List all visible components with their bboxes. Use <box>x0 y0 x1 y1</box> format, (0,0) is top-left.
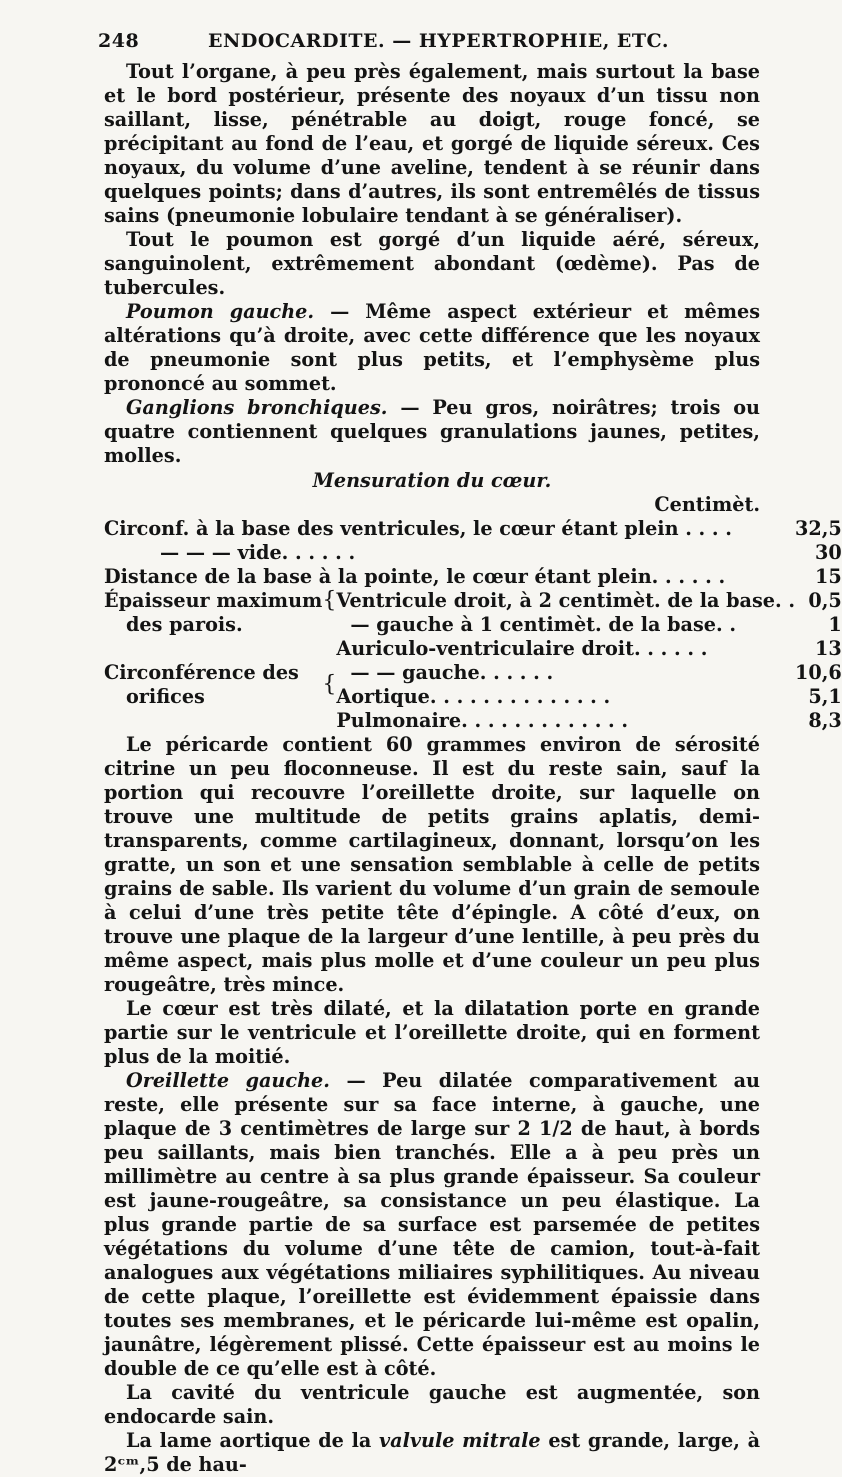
orifices-label-2: orifices <box>126 685 205 708</box>
unit-label: Centimèt. <box>654 493 760 516</box>
paragraph-9 <box>104 1429 760 1477</box>
table-row <box>104 541 842 565</box>
paragraph-5: Le péricarde contient 60 grammes environ de sérosité citrine un peu floconneuse. Il est du reste sain, sauf la portion qui recouvre l’oreillette droite, sur laquelle on trouve une multitude de petits grains aplatis, demi-transparents, comme cartilagineux, donnant, lorsqu’on les gratte, un son et une sensation semblable à celle de petits grains de sable. Ils varient du volume d’un grain de semoule à celui d’une très petite tête d’épingle. A côté d’eux, on trouve une plaque de la largeur d’une lentille, à peu près du même aspect, mais plus molle et d’une couleur un peu plus rougeâtre, très mince. <box>104 733 760 996</box>
table-row <box>104 517 842 541</box>
mensuration-table <box>104 517 842 733</box>
paragraph-9-end: est grande, large, à 2ᶜᵐ,5 de hau- <box>104 1429 761 1476</box>
paragraph-4-text: — Peu gros, noirâtres; trois ou quatre contiennent quelques granulations jaunes, petites, molles. <box>104 396 761 467</box>
paragraph-1: Tout l’organe, à peu près également, mais surtout la base et le bord postérieur, présente des noyaux d’un tissu non saillant, lisse, pénétrable au doigt, rouge foncé, se précipitant au fond de l’eau, et gorgé de liquide séreux. Ces noyaux, du volume d’une aveline, tendent à se réunir dans quelques points; dans d’autres, ils sont entremêlés de tissus sains (pneumonie lobulaire tendant à se généraliser). <box>104 60 760 227</box>
spacer-cell <box>104 709 322 733</box>
row-value: 1 <box>828 613 842 636</box>
paragraph-8: La cavité du ventricule gauche est augmentée, son endocarde sain. <box>104 1381 760 1428</box>
paragraph-9-start: La lame aortique de la <box>126 1429 379 1452</box>
page-number: 248 <box>98 30 140 52</box>
row-label: Circonf. à la base des ventricules, le cœur étant plein . . . . <box>104 517 732 540</box>
row-value: 0,5 <box>808 589 842 612</box>
paragraph-2: Tout le poumon est gorgé d’un liquide aéré, séreux, sanguinolent, extrêmement abondant (œdème). Pas de tubercules. <box>104 228 760 299</box>
page-header <box>98 30 760 60</box>
row-value: 32,5 <box>795 517 842 540</box>
row-label: Auriculo-ventriculaire droit. . . . . . <box>336 637 708 660</box>
running-title: ENDOCARDITE. — HYPERTROPHIE, ETC. <box>208 30 669 52</box>
paragraph-6: Le cœur est très dilaté, et la dilatation porte en grande partie sur le ventricule et l’oreillette droite, qui en forment plus de la moitié. <box>104 997 760 1068</box>
row-value: 8,3 <box>808 709 842 732</box>
table-row <box>104 709 842 733</box>
paragraph-4 <box>104 396 760 468</box>
row-label: — — — vide. . . . . . <box>160 541 356 564</box>
row-value: 5,1 <box>808 685 842 708</box>
table-row <box>104 613 842 637</box>
row-label: Distance de la base à la pointe, le cœur étant plein. . . . . . <box>104 565 726 588</box>
table-row <box>104 685 842 709</box>
paragraph-3-text: — Même aspect extérieur et mêmes altérations qu’à droite, avec cette différence que les noyaux de pneumonie sont plus petits, et l’emphysème plus prononcé au sommet. <box>104 300 761 395</box>
spacer-cell <box>104 637 322 661</box>
row-label: — gauche à 1 centimèt. de la base. . <box>350 613 737 636</box>
paragraph-7 <box>104 1069 760 1381</box>
row-value: 10,6 <box>795 661 842 684</box>
mensuration-title: Mensuration du cœur. <box>312 469 552 492</box>
table-row <box>104 565 842 589</box>
row-value: 15 <box>815 565 842 588</box>
row-label: — — gauche. . . . . . <box>350 661 554 684</box>
paragraph-4-label: Ganglions bronchiques. <box>126 396 388 419</box>
orifices-brace: { <box>322 672 337 697</box>
row-value: 30 <box>815 541 842 564</box>
table-row <box>104 661 842 685</box>
epaisseur-label: Épaisseur maximum <box>104 589 323 612</box>
row-label: Pulmonaire. . . . . . . . . . . . . <box>336 709 629 732</box>
row-label: Ventricule droit, à 2 centimèt. de la base. . <box>336 589 796 612</box>
orifices-label: Circonférence des <box>104 661 299 684</box>
table-row <box>104 589 842 613</box>
epaisseur-brace: { <box>322 588 337 613</box>
paragraph-7-text: — Peu dilatée comparativement au reste, elle présente sur sa face interne, à gauche, une plaque de 3 centimètres de large sur 2 1/2 de haut, à bords peu saillants, mais bien tranchés. Elle a à peu près un millimètre au centre à sa plus grande épaisseur. Sa couleur est jaune-rougeâtre, sa consistance un peu élastique. La plus grande partie de sa surface est parsemée de petites végétations du volume d’une tête de camion, tout-à-fait analogues aux végétations miliaires syphilitiques. Au niveau de cette plaque, l’oreillette est évidemment épaissie dans toutes ses membranes, et le péricarde lui-même est opalin, jaunâtre, légèrement plissé. Cette épaisseur est au moins le double de ce qu’elle est à côté. <box>104 1069 760 1380</box>
epaisseur-label-2: des parois. <box>126 613 243 636</box>
paragraph-7-label: Oreillette gauche. <box>126 1069 330 1092</box>
paragraph-3 <box>104 300 760 396</box>
row-value: 13 <box>815 637 842 660</box>
body-text <box>104 60 842 1477</box>
table-row <box>104 637 842 661</box>
row-label: Aortique. . . . . . . . . . . . . . <box>336 685 611 708</box>
paragraph-9-label: valvule mitrale <box>378 1429 541 1452</box>
paragraph-3-label: Poumon gauche. <box>126 300 315 323</box>
